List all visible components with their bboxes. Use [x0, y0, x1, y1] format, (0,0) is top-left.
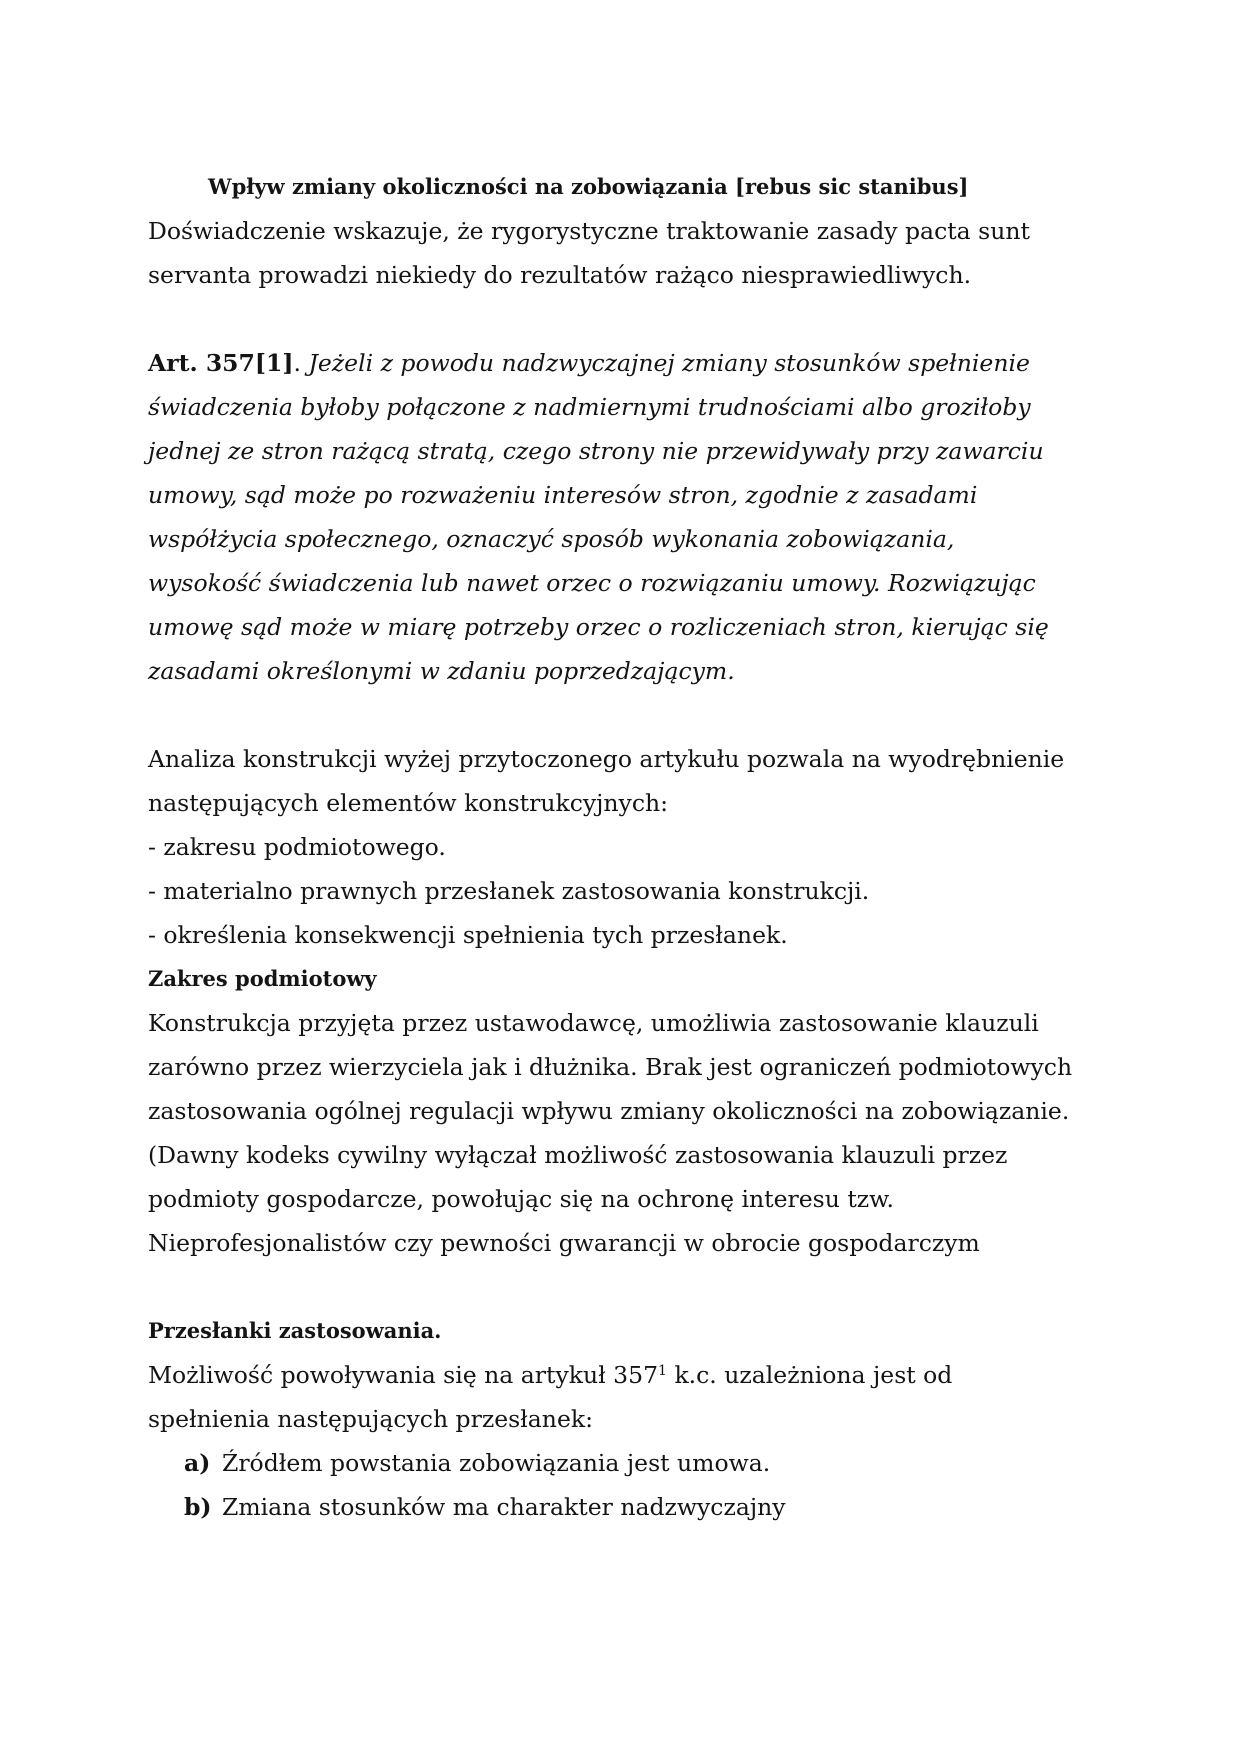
section2-text-before: Możliwość powoływania się na artykuł 357 — [148, 1361, 659, 1389]
document-page — [148, 165, 1098, 1529]
article-separator: . — [293, 349, 301, 377]
section1-line: (Dawny kodeks cywilny wyłączał możliwość zastosowania klauzuli przez — [148, 1141, 1008, 1169]
section2-line-2: spełnienia następujących przesłanek: — [148, 1405, 594, 1433]
article-line-4: umowy, sąd może po rozważeniu interesów stron, zgodnie z zasadami — [148, 481, 978, 509]
section1-line: zastosowania ogólnej regulacji wpływu zmiany okoliczności na zobowiązanie. — [148, 1097, 1070, 1125]
conditions-list — [148, 1441, 1098, 1529]
list-marker: b) — [184, 1493, 212, 1521]
spacer — [148, 1265, 1098, 1309]
article-line-3: jednej ze stron rażącą stratą, czego strony nie przewidywały przy zawarciu — [148, 437, 1044, 465]
article-line-8: zasadami określonymi w zdaniu poprzedzającym. — [148, 657, 735, 685]
analysis-item: - zakresu podmiotowego. — [148, 833, 446, 861]
list-marker: a) — [184, 1449, 211, 1477]
list-item-text: Źródłem powstania zobowiązania jest umowa. — [222, 1449, 771, 1477]
document-title: Wpływ zmiany okoliczności na zobowiązania [rebus sic stanibus] — [208, 174, 969, 199]
intro-line-2: servanta prowadzi niekiedy do rezultatów rażąco niesprawiedliwych. — [148, 261, 972, 289]
list-item-text: Zmiana stosunków ma charakter nadzwyczajny — [222, 1493, 786, 1521]
article-line-2: świadczenia byłoby połączone z nadmiernymi trudnościami albo groziłoby — [148, 393, 1031, 421]
section1-line: zarówno przez wierzyciela jak i dłużnika. Brak jest ograniczeń podmiotowych — [148, 1053, 1073, 1081]
section1-line: Konstrukcja przyjęta przez ustawodawcę, umożliwia zastosowanie klauzuli — [148, 1009, 1039, 1037]
section2-text-after: k.c. uzależniona jest od — [666, 1361, 953, 1389]
analysis-item: - materialno prawnych przesłanek zastosowania konstrukcji. — [148, 877, 870, 905]
article-label: Art. 357[1] — [148, 349, 294, 377]
section1-line: Nieprofesjonalistów czy pewności gwarancji w obrocie gospodarczym — [148, 1229, 980, 1257]
article-line-6: wysokość świadczenia lub nawet orzec o rozwiązaniu umowy. Rozwiązując — [148, 569, 1036, 597]
section-heading-przeslanki: Przesłanki zastosowania. — [148, 1318, 442, 1343]
list-item — [148, 1485, 1098, 1529]
superscript: 1 — [658, 1363, 667, 1379]
article-line-5: współżycia społecznego, oznaczyć sposób wykonania zobowiązania, — [148, 525, 955, 553]
spacer — [148, 297, 1098, 341]
analysis-line-2: następujących elementów konstrukcyjnych: — [148, 789, 669, 817]
spacer — [148, 693, 1098, 737]
section2-line-1 — [148, 1353, 1098, 1397]
analysis-item: - określenia konsekwencji spełnienia tych przesłanek. — [148, 921, 788, 949]
section1-line: podmioty gospodarcze, powołując się na ochronę interesu tzw. — [148, 1185, 894, 1213]
article-line-1 — [148, 341, 1098, 385]
section-heading-zakres: Zakres podmiotowy — [148, 966, 377, 991]
intro-line-1: Doświadczenie wskazuje, że rygorystyczne traktowanie zasady pacta sunt — [148, 217, 1030, 245]
list-item — [148, 1441, 1098, 1485]
article-line-7: umowę sąd może w miarę potrzeby orzec o rozliczeniach stron, kierując się — [148, 613, 1049, 641]
article-text-1: Jeżeli z powodu nadzwyczajnej zmiany stosunków spełnienie — [308, 349, 1030, 377]
analysis-line-1: Analiza konstrukcji wyżej przytoczonego artykułu pozwala na wyodrębnienie — [148, 745, 1065, 773]
